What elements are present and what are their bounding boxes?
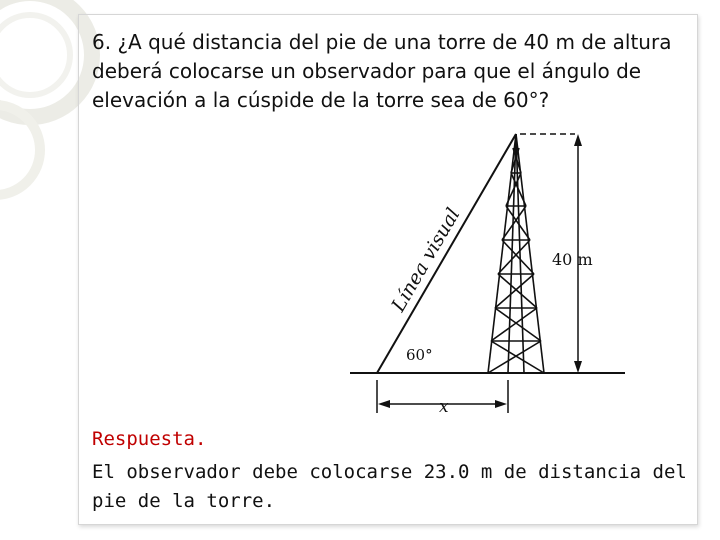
tower-diagram (340, 128, 640, 418)
sight-line-label: Línea visual (387, 204, 465, 316)
base-label: x (439, 397, 449, 417)
answer-text: El observador debe colocarse 23.0 m de distancia del pie de la torre. (92, 461, 687, 512)
question-text: 6. ¿A qué distancia del pie de una torre de 40 m de altura deberá colocarse un observador para que el ángulo de elevación a la cúspide de la torre sea de 60°? (92, 30, 672, 112)
tower (488, 134, 544, 373)
angle-label: 60° (406, 346, 433, 364)
answer-title: Respuesta. (92, 428, 207, 450)
height-label: 40 m (552, 250, 593, 269)
